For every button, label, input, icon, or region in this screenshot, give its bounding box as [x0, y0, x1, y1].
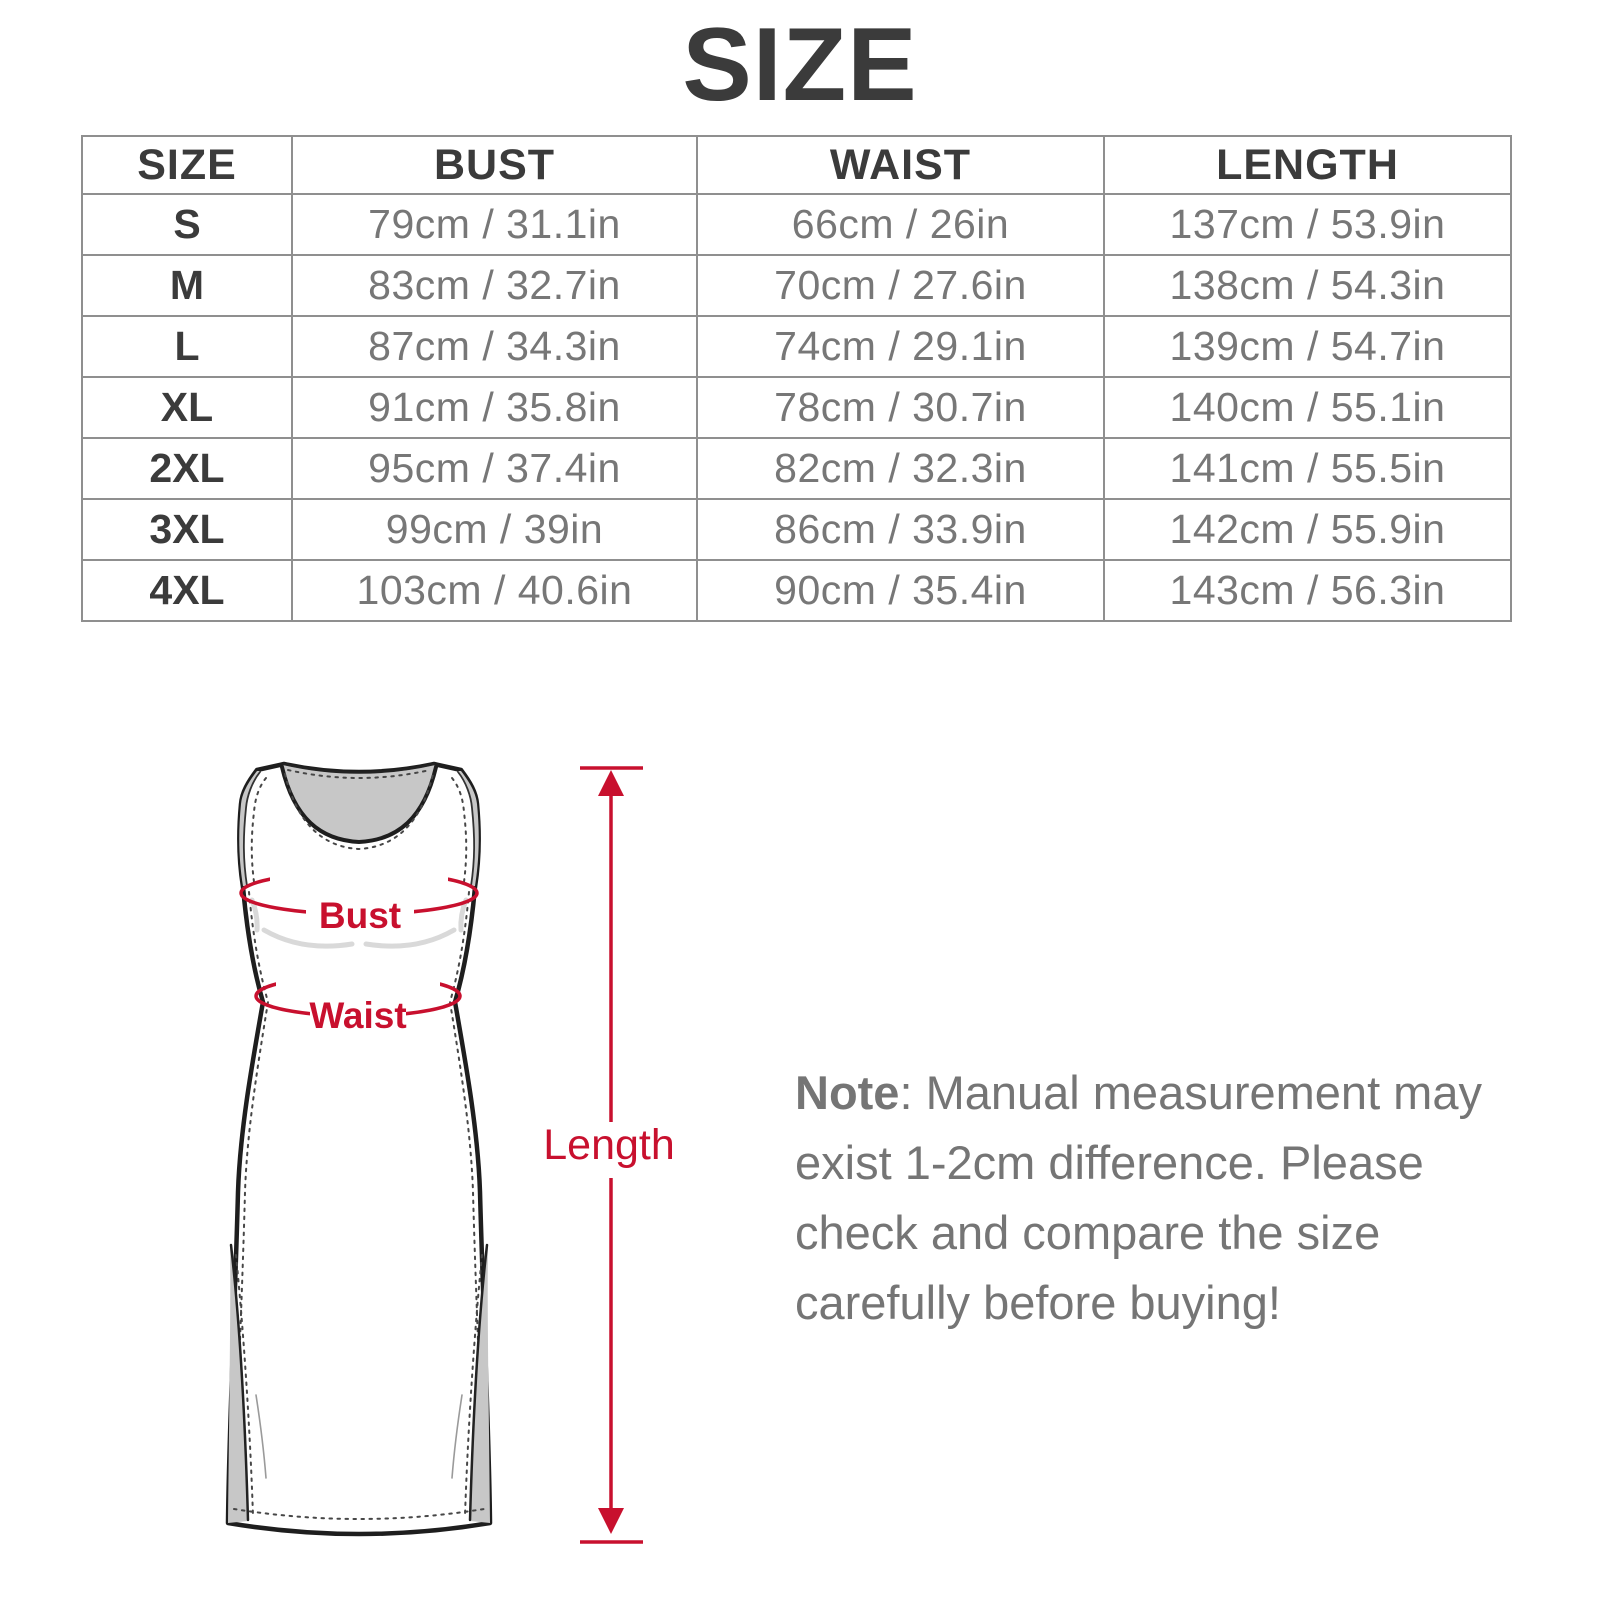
- length-value: 137cm / 53.9in: [1104, 194, 1511, 255]
- waist-value: 78cm / 30.7in: [697, 377, 1104, 438]
- table-row: [82, 560, 1511, 621]
- note-label: Note: [795, 1066, 900, 1119]
- note-line: [795, 1058, 1495, 1128]
- waist-value: 82cm / 32.3in: [697, 438, 1104, 499]
- table-row: [82, 255, 1511, 316]
- note-text: : Manual measurement may: [899, 1066, 1482, 1119]
- length-value: 142cm / 55.9in: [1104, 499, 1511, 560]
- page-title: SIZE: [682, 7, 918, 123]
- length-value: 138cm / 54.3in: [1104, 255, 1511, 316]
- size-label: 2XL: [82, 438, 292, 499]
- bust-value: 79cm / 31.1in: [292, 194, 697, 255]
- header-size: SIZE: [82, 136, 292, 194]
- bust-value: 91cm / 35.8in: [292, 377, 697, 438]
- size-label: 3XL: [82, 499, 292, 560]
- header-bust: BUST: [292, 136, 697, 194]
- length-arrow: [543, 768, 675, 1542]
- length-value: 141cm / 55.5in: [1104, 438, 1511, 499]
- size-table: [81, 135, 1512, 622]
- waist-value: 86cm / 33.9in: [697, 499, 1104, 560]
- header-length: LENGTH: [1104, 136, 1511, 194]
- waist-value: 90cm / 35.4in: [697, 560, 1104, 621]
- length-label: Length: [543, 1121, 675, 1169]
- waist-value: 66cm / 26in: [697, 194, 1104, 255]
- note-line: exist 1-2cm difference. Please: [795, 1136, 1424, 1189]
- size-label: L: [82, 316, 292, 377]
- waist-value: 70cm / 27.6in: [697, 255, 1104, 316]
- table-row: [82, 194, 1511, 255]
- table-row: [82, 499, 1511, 560]
- header-waist: WAIST: [697, 136, 1104, 194]
- size-label: XL: [82, 377, 292, 438]
- note-line: check and compare the size: [795, 1206, 1381, 1259]
- dress-measurement-diagram: [200, 740, 700, 1560]
- waist-label: Waist: [309, 995, 407, 1036]
- table-row: [82, 316, 1511, 377]
- waist-value: 74cm / 29.1in: [697, 316, 1104, 377]
- size-label: S: [82, 194, 292, 255]
- table-row: [82, 438, 1511, 499]
- bust-value: 99cm / 39in: [292, 499, 697, 560]
- size-label: 4XL: [82, 560, 292, 621]
- length-value: 139cm / 54.7in: [1104, 316, 1511, 377]
- measurement-note: [795, 1058, 1495, 1338]
- length-value: 140cm / 55.1in: [1104, 377, 1511, 438]
- table-row: [82, 377, 1511, 438]
- bust-value: 103cm / 40.6in: [292, 560, 697, 621]
- table-header-row: [82, 136, 1511, 194]
- bust-label: Bust: [318, 895, 402, 936]
- size-label: M: [82, 255, 292, 316]
- bust-value: 95cm / 37.4in: [292, 438, 697, 499]
- note-line: carefully before buying!: [795, 1276, 1281, 1329]
- bust-value: 87cm / 34.3in: [292, 316, 697, 377]
- bust-value: 83cm / 32.7in: [292, 255, 697, 316]
- length-value: 143cm / 56.3in: [1104, 560, 1511, 621]
